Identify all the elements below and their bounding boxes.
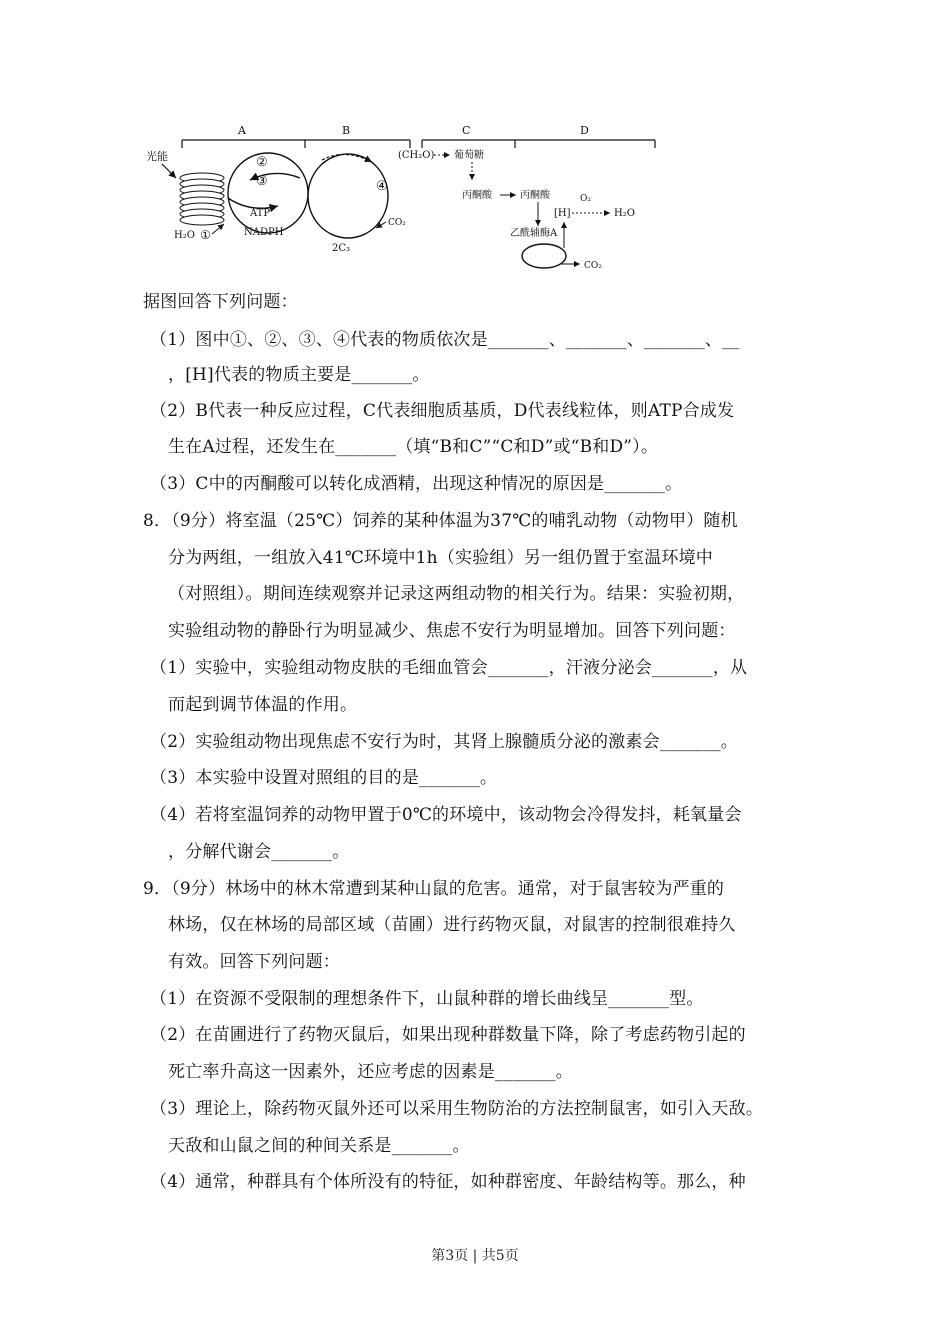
circle-number-2: ② xyxy=(256,155,268,170)
text-line: （3）C中的丙酮酸可以转化成酒精，出现这种情况的原因是_______。 xyxy=(150,474,683,494)
text-line: （4）若将室温饲养的动物甲置于0℃的环境中，该动物会冷得发抖，耗氧量会 xyxy=(150,805,742,825)
water-out-label: H₂O xyxy=(614,208,635,219)
text-line: （2）B代表一种反应过程，C代表细胞质基质，D代表线粒体，则ATP合成发 xyxy=(150,401,735,421)
text-line: （3）理论上，除药物灭鼠外还可以采用生物防治的方法控制鼠害，如引入天敌。 xyxy=(150,1099,764,1119)
text-line: 死亡率升高这一因素外，还应考虑的因素是_______。 xyxy=(168,1062,573,1082)
text-line: ，分解代谢会_______。 xyxy=(168,842,350,862)
circle-number-1: ① xyxy=(200,228,211,242)
light-arrow xyxy=(162,164,176,178)
text-line: 9．（9分）林场中的林木常遭到某种山鼠的危害。通常，对于鼠害较为严重的 xyxy=(143,879,725,899)
ch2o-label: (CH₂O) xyxy=(398,150,435,161)
section-label-d: D xyxy=(580,124,589,137)
text-line: （3）本实验中设置对照组的目的是_______。 xyxy=(150,768,498,788)
hydrogen-label: [H] xyxy=(554,208,571,219)
page-footer: 第3页 | 共5页 xyxy=(431,1248,519,1264)
water-to-1-arrow xyxy=(212,224,224,234)
pyruvate-label-mitochondria: 丙酮酸 xyxy=(520,190,550,201)
section-label-b: B xyxy=(342,124,351,137)
text-line: （1）实验中，实验组动物皮肤的毛细血管会_______，汗液分泌会_______，从 xyxy=(150,658,748,678)
text-line: 实验组动物的静卧行为明显减少、焦虑不安行为明显增加。回答下列问题： xyxy=(168,621,736,641)
text-line: ，[H]代表的物质主要是_______。 xyxy=(168,365,430,385)
section-label-a: A xyxy=(238,124,246,137)
text-line: （1）在资源不受限制的理想条件下，山鼠种群的增长曲线呈_______型。 xyxy=(150,989,704,1009)
circle-number-3: ③ xyxy=(256,174,268,189)
krebs-cycle-ring xyxy=(522,244,566,268)
nadph-label: NADPH xyxy=(244,227,284,238)
thylakoid-stack xyxy=(180,173,224,225)
pyruvate-label-cytoplasm: 丙酮酸 xyxy=(462,190,492,201)
text-line: 天敌和山鼠之间的种间关系是_______。 xyxy=(168,1136,470,1156)
oxygen-label: O₂ xyxy=(580,194,591,204)
text-line: 而起到调节体温的作用。 xyxy=(168,695,358,715)
section-label-c: C xyxy=(462,124,471,137)
atp-label: ATP xyxy=(250,208,271,219)
text-line: 8．（9分）将室温（25℃）饲养的某种体温为37℃的哺乳动物（动物甲）随机 xyxy=(143,511,738,531)
text-line: 林场，仅在林场的局部区域（苗圃）进行药物灭鼠，对鼠害的控制很难持久 xyxy=(168,915,736,935)
text-line: （4）通常，种群具有个体所没有的特征，如种群密度、年龄结构等。那么，种 xyxy=(150,1172,746,1192)
text-line: （对照组）。期间连续观察并记录这两组动物的相关行为。结果：实验初期， xyxy=(168,584,745,604)
light-cycle-ring xyxy=(228,153,308,233)
co2-label-calvin: CO₂ xyxy=(388,218,406,228)
section-bracket xyxy=(182,140,655,148)
atp-arrow xyxy=(228,198,278,208)
acetyl-coa-label: 乙酰辅酶A xyxy=(510,228,558,239)
text-line: （1）图中①、②、③、④代表的物质依次是_______、_______、_______、__ xyxy=(150,330,740,350)
circle-number-4: ④ xyxy=(376,179,388,194)
light-energy-label: 光能 xyxy=(146,150,168,163)
text-line: 生在A过程，还发生在_______（填“B和C”“C和D”或“B和D”）。 xyxy=(168,437,659,457)
text-line: （2）在苗圃进行了药物灭鼠后，如果出现种群数量下降，除了考虑药物引起的 xyxy=(150,1025,746,1045)
text-line: 分为两组，一组放入41℃环境中1h（实验组）另一组仍置于室温环境中 xyxy=(168,548,714,568)
text-line: （2）实验组动物出现焦虑不安行为时，其肾上腺髓质分泌的激素会_______。 xyxy=(150,732,738,752)
water-label: H₂O xyxy=(174,230,195,241)
photosynthesis-respiration-diagram xyxy=(140,118,680,288)
text-line: 据图回答下列问题： xyxy=(143,292,298,312)
glucose-label: 葡萄糖 xyxy=(454,150,484,161)
co2-label-krebs: CO₂ xyxy=(584,261,602,271)
c3-label: 2C₃ xyxy=(332,243,351,254)
calvin-cycle-ring xyxy=(308,154,388,238)
text-line: 有效。回答下列问题： xyxy=(168,952,340,972)
